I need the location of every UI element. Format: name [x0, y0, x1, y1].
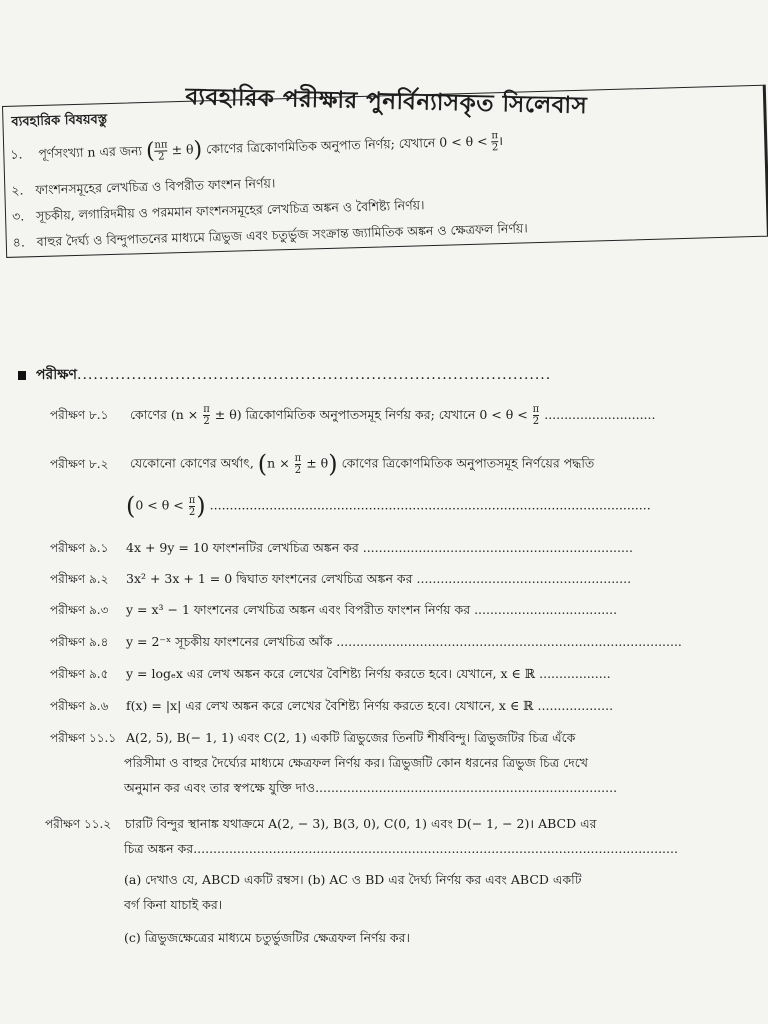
- fraction: $\frac{n\pi}{2}$: [154, 139, 168, 163]
- fraction: $\frac{\pi}{2}$: [491, 130, 499, 154]
- experiment-subitem: (c) ত্রিভুজক্ষেত্রের মাধ্যমে চতুর্ভুজটির ক্ষেত্রফল নির্ণয় কর।: [124, 930, 411, 945]
- experiment-continuation: চিত্র অঙ্কন কর..........................................................................................................................: [124, 841, 678, 856]
- experiment-row: পরীক্ষণ ১১.২ চারটি বিন্দুর স্থানাঙ্ক যথাক্রমে A(2, − 3), B(3, 0), C(0, 1) এবং D(− 1, − 2)। ABCD এর: [45, 816, 597, 831]
- experiment-subitem: (a) দেখাও যে, ABCD একটি রম্বস। (b) AC ও BD এর দৈর্ঘ্য নির্ণয় কর এবং ABCD একটি: [124, 872, 582, 887]
- experiment-subitem: বর্গ কিনা যাচাই কর।: [124, 897, 223, 912]
- experiment-row: পরীক্ষণ ৮.২ যেকোনো কোণের অর্থাৎ, (n × $\frac{\pi}{2}$ ± θ) কোণের ত্রিকোণমিতিক অনুপাতসমূহ নির্ণয়ের পদ্ধতি: [50, 450, 595, 478]
- topics-box: [2, 85, 768, 258]
- experiment-row: পরীক্ষণ ৯.১ 4x + 9y = 10 ফাংশনটির লেখচিত্র অঙ্কন কর ....................................................................: [50, 540, 633, 555]
- experiment-continuation: অনুমান কর এবং তার স্বপক্ষে যুক্তি দাও............................................................................: [124, 780, 618, 795]
- topic-item: ৪. বাহুর দৈর্ঘ্য ও বিন্দুপাতনের মাধ্যমে ত্রিভুজ এবং চতুর্ভুজ সংক্রান্ত জ্যামিতিক অঙ্কন ও ক্ষেত্রফল নির্ণয়।: [12, 220, 528, 250]
- experiment-continuation: পরিসীমা ও বাহুর দৈর্ঘ্যের মাধ্যমে ক্ষেত্রফল নির্ণয় কর। ত্রিভুজটি কোন ধরনের ত্রিভুজ চিত্র দেখে: [124, 755, 588, 770]
- experiment-row: পরীক্ষণ ৯.৬ f(x) = |x| এর লেখ অঙ্কন করে লেখের বৈশিষ্ট্য নির্ণয় করতে হবে। যেখানে, x ∈ ℝ ...................: [50, 698, 614, 713]
- experiment-continuation: (0 < θ < $\frac{\pi}{2}$ ) ...............................................................................................................: [126, 492, 651, 520]
- experiment-row: পরীক্ষণ ১১.১ A(2, 5), B(− 1, 1) এবং C(2, 1) একটি ত্রিভুজের তিনটি শীর্ষবিন্দু। ত্রিভুজটির চিত্র এঁকে: [50, 730, 576, 745]
- experiment-row: পরীক্ষণ ৯.৪ y = 2⁻ˣ সূচকীয় ফাংশনের লেখচিত্র আঁক .......................................................................................: [50, 634, 682, 649]
- section-heading: পরীক্ষণ.......................................................................................: [18, 363, 551, 387]
- page-title: ব্যবহারিক পরীক্ষার পুনর্বিন্যাসকৃত সিলেবাস: [185, 82, 588, 120]
- topic-item: ৩. সূচকীয়, লগারিদমীয় ও পরমমান ফাংশনসমূহের লেখচিত্র অঙ্কন ও বৈশিষ্ট্য নির্ণয়।: [11, 197, 425, 224]
- experiment-row: পরীক্ষণ ৯.৩ y = x³ − 1 ফাংশনের লেখচিত্র অঙ্কন এবং বিপরীত ফাংশন নির্ণয় কর ....................................: [50, 602, 618, 617]
- topic-item: ২. ফাংশনসমূহের লেখচিত্র ও বিপরীত ফাংশন নির্ণয়।: [11, 175, 276, 198]
- experiment-row: পরীক্ষণ ৮.১ কোণের (n × $\frac{\pi}{2}$ ± θ) ত্রিকোণমিতিক অনুপাতসমূহ নির্ণয় কর; যেখানে 0 < θ < $\frac{\pi}{2}$ ............................: [50, 404, 656, 427]
- topic-item: ১. পূর্ণসংখ্যা n এর জন্য ( $\frac{n\pi}{2}$ ± θ) কোণের ত্রিকোণমিতিক অনুপাত নির্ণয়; যেখানে 0 < θ < $\frac{\pi}{2}$ ।: [10, 130, 504, 164]
- topics-heading: ব্যবহারিক বিষয়বস্তু: [11, 112, 108, 130]
- bullet-square-icon: [18, 371, 26, 380]
- experiment-row: পরীক্ষণ ৯.৫ y = logₑx এর লেখ অঙ্কন করে লেখের বৈশিষ্ট্য নির্ণয় করতে হবে। যেখানে, x ∈ ℝ ..................: [50, 666, 611, 681]
- experiment-row: পরীক্ষণ ৯.২ 3x² + 3x + 1 = 0 দ্বিঘাত ফাংশনের লেখচিত্র অঙ্কন কর ......................................................: [50, 571, 632, 586]
